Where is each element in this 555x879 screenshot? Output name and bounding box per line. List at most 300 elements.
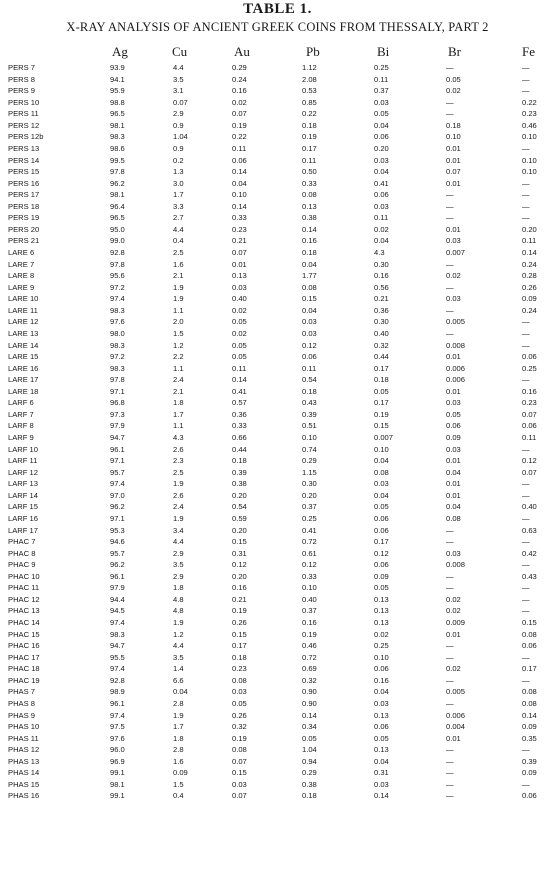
- br-value: 0.006: [446, 710, 466, 720]
- ag-value: 94.7: [110, 641, 125, 651]
- au-value: 0.03: [232, 282, 247, 292]
- cu-value: 1.9: [173, 479, 184, 489]
- cu-value: 0.9: [173, 143, 184, 153]
- fe-value: 0.08: [522, 698, 537, 708]
- ag-value: 98.3: [110, 132, 125, 142]
- table-row: [0, 790, 555, 802]
- pb-value: 0.85: [302, 97, 317, 107]
- ag-value: 97.4: [110, 664, 125, 674]
- table-row: [0, 131, 555, 143]
- cu-value: 0.2: [173, 155, 184, 165]
- au-value: 0.07: [232, 248, 247, 257]
- fe-value: —: [522, 444, 530, 454]
- ag-value: 98.6: [110, 143, 125, 153]
- pb-value: 0.16: [302, 236, 317, 246]
- fe-value: 0.09: [522, 722, 537, 732]
- br-value: —: [446, 768, 454, 778]
- au-value: 0.20: [232, 571, 247, 581]
- pb-value: 0.33: [302, 178, 317, 188]
- table-row: [0, 351, 555, 363]
- au-value: 0.16: [232, 583, 247, 593]
- pb-value: 0.15: [302, 294, 317, 304]
- table-row: [0, 548, 555, 560]
- cu-value: 1.9: [173, 282, 184, 292]
- table-row: [0, 259, 555, 271]
- ag-value: 99.1: [110, 768, 125, 778]
- sample-id: PHAS 12: [8, 745, 40, 755]
- bi-value: 0.18: [374, 375, 389, 385]
- br-value: —: [446, 641, 454, 651]
- bi-value: 0.17: [374, 398, 389, 408]
- pb-value: 0.04: [302, 259, 317, 269]
- ag-value: 97.8: [110, 259, 125, 269]
- sample-id: LARE 6: [8, 248, 35, 257]
- au-value: 0.08: [232, 675, 247, 685]
- cu-value: 3.4: [173, 525, 184, 535]
- pb-value: 0.19: [302, 629, 317, 639]
- br-value: —: [446, 63, 454, 72]
- ag-value: 97.4: [110, 479, 125, 489]
- cu-value: 4.4: [173, 224, 184, 234]
- ag-value: 97.4: [110, 618, 125, 627]
- sample-id: LARE 17: [8, 375, 39, 385]
- sample-id: LARF 11: [8, 456, 38, 466]
- cu-value: 0.4: [173, 236, 184, 246]
- table-row: [0, 166, 555, 178]
- au-value: 0.15: [232, 768, 247, 778]
- fe-value: 0.14: [522, 248, 537, 257]
- bi-value: 0.41: [374, 178, 389, 188]
- ag-value: 96.8: [110, 398, 125, 408]
- table-row: [0, 397, 555, 409]
- bi-value: 0.21: [374, 294, 389, 304]
- table-row: [0, 212, 555, 224]
- bi-value: 0.06: [374, 190, 389, 200]
- pb-value: 0.05: [302, 733, 317, 743]
- pb-value: 0.25: [302, 513, 317, 523]
- au-value: 0.36: [232, 409, 247, 419]
- pb-value: 0.32: [302, 675, 317, 685]
- bi-value: 0.05: [374, 502, 389, 512]
- pb-value: 0.41: [302, 525, 317, 535]
- sample-id: LARF 7: [8, 409, 34, 419]
- table-row: [0, 710, 555, 722]
- fe-value: —: [522, 63, 530, 72]
- au-value: 0.21: [232, 236, 247, 246]
- au-value: 0.03: [232, 687, 247, 697]
- br-value: 0.01: [446, 224, 461, 234]
- bi-value: 0.03: [374, 779, 389, 789]
- br-value: 0.01: [446, 733, 461, 743]
- br-value: 0.03: [446, 294, 461, 304]
- br-value: —: [446, 109, 454, 119]
- au-value: 0.44: [232, 444, 247, 454]
- br-value: —: [446, 652, 454, 662]
- br-value: 0.03: [446, 444, 461, 454]
- ag-value: 97.3: [110, 409, 125, 419]
- table-row: [0, 571, 555, 583]
- cu-value: 1.2: [173, 340, 184, 350]
- fe-value: 0.11: [522, 236, 537, 246]
- table-row: [0, 270, 555, 282]
- pb-value: 0.20: [302, 490, 317, 500]
- sample-id: PHAC 11: [8, 583, 40, 593]
- cu-value: 0.07: [173, 97, 188, 107]
- bi-value: 0.13: [374, 594, 389, 604]
- sample-id: PHAC 9: [8, 560, 36, 570]
- table-row: [0, 478, 555, 490]
- sample-id: PERS 19: [8, 213, 40, 223]
- fe-value: 0.24: [522, 259, 537, 269]
- br-value: —: [446, 571, 454, 581]
- table-row: [0, 652, 555, 664]
- fe-value: 0.17: [522, 664, 537, 674]
- bi-value: 0.04: [374, 456, 389, 466]
- sample-id: PERS 21: [8, 236, 40, 246]
- au-value: 0.01: [232, 259, 247, 269]
- pb-value: 0.43: [302, 398, 317, 408]
- table-row: [0, 224, 555, 236]
- table-row: [0, 744, 555, 756]
- cu-value: 1.1: [173, 421, 184, 431]
- bi-value: 0.04: [374, 756, 389, 766]
- au-value: 0.59: [232, 513, 247, 523]
- ag-value: 97.2: [110, 352, 125, 362]
- table-row: [0, 525, 555, 537]
- bi-value: 0.02: [374, 629, 389, 639]
- br-value: —: [446, 675, 454, 685]
- pb-value: 0.54: [302, 375, 317, 385]
- bi-value: 0.05: [374, 733, 389, 743]
- sample-id: PHAS 8: [8, 698, 36, 708]
- pb-value: 0.18: [302, 791, 317, 801]
- cu-value: 2.6: [173, 444, 184, 454]
- cu-value: 2.0: [173, 317, 184, 327]
- sample-id: PHAC 15: [8, 629, 40, 639]
- br-value: —: [446, 537, 454, 547]
- bi-value: 0.19: [374, 409, 389, 419]
- cu-value: 3.1: [173, 86, 184, 96]
- bi-value: 0.17: [374, 363, 389, 373]
- au-value: 0.38: [232, 479, 247, 489]
- ag-value: 97.9: [110, 583, 125, 593]
- au-value: 0.14: [232, 201, 247, 211]
- fe-value: 0.08: [522, 629, 537, 639]
- sample-id: LARE 12: [8, 317, 39, 327]
- cu-value: 4.8: [173, 594, 184, 604]
- table-row: [0, 62, 555, 74]
- pb-value: 0.18: [302, 248, 317, 257]
- ag-value: 95.3: [110, 525, 125, 535]
- fe-value: 0.11: [522, 433, 537, 442]
- br-value: 0.09: [446, 433, 461, 442]
- table-row: [0, 85, 555, 97]
- br-value: —: [446, 259, 454, 269]
- ag-value: 95.0: [110, 224, 125, 234]
- ag-value: 99.1: [110, 791, 125, 801]
- fe-value: 0.15: [522, 618, 537, 627]
- fe-value: —: [522, 652, 530, 662]
- au-value: 0.16: [232, 86, 247, 96]
- au-value: 0.18: [232, 456, 247, 466]
- pb-value: 0.16: [302, 618, 317, 627]
- sample-id: PERS 16: [8, 178, 40, 188]
- pb-value: 0.72: [302, 537, 317, 547]
- au-value: 0.15: [232, 629, 247, 639]
- bi-value: 0.04: [374, 687, 389, 697]
- table-row: [0, 536, 555, 548]
- br-value: 0.04: [446, 502, 461, 512]
- pb-value: 0.37: [302, 606, 317, 616]
- bi-value: 0.13: [374, 710, 389, 720]
- table-row: [0, 698, 555, 710]
- bi-value: 0.06: [374, 722, 389, 732]
- cu-value: 2.5: [173, 248, 184, 257]
- bi-value: 0.04: [374, 236, 389, 246]
- br-value: —: [446, 97, 454, 107]
- au-value: 0.03: [232, 779, 247, 789]
- ag-value: 97.8: [110, 167, 125, 177]
- au-value: 0.33: [232, 421, 247, 431]
- bi-value: 0.32: [374, 340, 389, 350]
- bi-value: 0.40: [374, 328, 389, 338]
- pb-value: 0.37: [302, 502, 317, 512]
- au-value: 0.41: [232, 386, 247, 396]
- fe-value: —: [522, 479, 530, 489]
- pb-value: 0.46: [302, 641, 317, 651]
- pb-value: 0.18: [302, 120, 317, 130]
- table-row: [0, 605, 555, 617]
- cu-value: 2.1: [173, 386, 184, 396]
- pb-value: 0.53: [302, 86, 317, 96]
- bi-value: 0.14: [374, 791, 389, 801]
- au-value: 0.23: [232, 664, 247, 674]
- ag-value: 98.3: [110, 629, 125, 639]
- cu-value: 4.3: [173, 433, 184, 442]
- sample-id: PHAS 13: [8, 756, 40, 766]
- table-row: [0, 733, 555, 745]
- fe-value: 0.10: [522, 132, 537, 142]
- bi-value: 0.06: [374, 525, 389, 535]
- ag-value: 95.9: [110, 86, 125, 96]
- cu-value: 1.3: [173, 167, 184, 177]
- sample-id: PERS 9: [8, 86, 36, 96]
- br-value: 0.01: [446, 352, 461, 362]
- fe-value: 0.16: [522, 386, 537, 396]
- fe-value: —: [522, 178, 530, 188]
- au-value: 0.31: [232, 548, 247, 558]
- au-value: 0.54: [232, 502, 247, 512]
- au-value: 0.19: [232, 733, 247, 743]
- sample-id: LARF 17: [8, 525, 38, 535]
- br-value: 0.01: [446, 178, 461, 188]
- ag-value: 97.6: [110, 317, 125, 327]
- bi-value: 0.44: [374, 352, 389, 362]
- fe-value: 0.22: [522, 97, 537, 107]
- sample-id: PHAC 19: [8, 675, 40, 685]
- fe-value: 0.43: [522, 571, 537, 581]
- br-value: 0.007: [446, 248, 466, 257]
- au-value: 0.05: [232, 698, 247, 708]
- bi-value: 0.30: [374, 259, 389, 269]
- au-value: 0.02: [232, 305, 247, 315]
- fe-value: 0.35: [522, 733, 537, 743]
- br-value: 0.01: [446, 456, 461, 466]
- ag-value: 94.5: [110, 606, 125, 616]
- br-value: 0.04: [446, 467, 461, 477]
- sample-id: PHAC 14: [8, 618, 40, 627]
- fe-value: 0.09: [522, 768, 537, 778]
- sample-id: PHAC 7: [8, 537, 36, 547]
- sample-id: PHAC 10: [8, 571, 40, 581]
- bi-value: 0.03: [374, 201, 389, 211]
- pb-value: 0.17: [302, 143, 317, 153]
- sample-id: PERS 7: [8, 63, 36, 72]
- table-row: [0, 143, 555, 155]
- bi-value: 0.31: [374, 768, 389, 778]
- pb-value: 0.22: [302, 109, 317, 119]
- cu-value: 2.9: [173, 571, 184, 581]
- cu-value: 2.8: [173, 698, 184, 708]
- fe-value: —: [522, 213, 530, 223]
- table-row: [0, 756, 555, 768]
- br-value: 0.01: [446, 386, 461, 396]
- table-row: [0, 328, 555, 340]
- br-value: 0.03: [446, 548, 461, 558]
- fe-value: 0.14: [522, 710, 537, 720]
- ag-value: 98.3: [110, 305, 125, 315]
- table-row: [0, 74, 555, 86]
- sample-id: PHAS 14: [8, 768, 40, 778]
- sample-id: PERS 17: [8, 190, 40, 200]
- ag-value: 99.0: [110, 236, 125, 246]
- au-value: 0.18: [232, 652, 247, 662]
- br-value: 0.02: [446, 606, 461, 616]
- cu-value: 4.4: [173, 641, 184, 651]
- sample-id: PHAC 13: [8, 606, 40, 616]
- ag-value: 96.2: [110, 502, 125, 512]
- sample-id: LARF 13: [8, 479, 38, 489]
- cu-value: 1.8: [173, 733, 184, 743]
- fe-value: 0.06: [522, 641, 537, 651]
- cu-value: 3.5: [173, 560, 184, 570]
- table-title: TABLE 1.: [243, 1, 312, 17]
- fe-value: 0.40: [522, 502, 537, 512]
- pb-value: 1.77: [302, 271, 317, 281]
- ag-value: 99.5: [110, 155, 125, 165]
- br-value: 0.10: [446, 132, 461, 142]
- pb-value: 0.14: [302, 710, 317, 720]
- au-value: 0.23: [232, 224, 247, 234]
- fe-value: —: [522, 340, 530, 350]
- br-value: 0.05: [446, 74, 461, 84]
- cu-value: 1.8: [173, 398, 184, 408]
- table-row: [0, 779, 555, 791]
- bi-value: 0.03: [374, 97, 389, 107]
- au-value: 0.17: [232, 641, 247, 651]
- ag-value: 97.6: [110, 733, 125, 743]
- au-value: 0.02: [232, 97, 247, 107]
- ag-value: 98.1: [110, 190, 125, 200]
- au-value: 0.11: [232, 363, 247, 373]
- pb-value: 0.12: [302, 560, 317, 570]
- fe-value: —: [522, 537, 530, 547]
- pb-value: 0.40: [302, 594, 317, 604]
- cu-value: 2.4: [173, 502, 184, 512]
- cu-value: 0.09: [173, 768, 188, 778]
- fe-value: —: [522, 328, 530, 338]
- fe-value: 0.10: [522, 155, 537, 165]
- br-value: 0.008: [446, 340, 466, 350]
- pb-value: 1.15: [302, 467, 317, 477]
- bi-value: 0.03: [374, 479, 389, 489]
- fe-value: —: [522, 745, 530, 755]
- table-subtitle: X-RAY ANALYSIS OF ANCIENT GREEK COINS FROM THESSALY, PART 2: [66, 20, 489, 34]
- ag-value: 94.4: [110, 594, 125, 604]
- cu-value: 1.6: [173, 756, 184, 766]
- table-row: [0, 247, 555, 259]
- ag-value: 97.1: [110, 513, 125, 523]
- br-value: 0.02: [446, 664, 461, 674]
- pb-value: 2.08: [302, 74, 317, 84]
- col-header-pb: Pb: [306, 44, 320, 59]
- fe-value: —: [522, 606, 530, 616]
- sample-id: PERS 12b: [8, 132, 44, 142]
- sample-id: LARE 13: [8, 328, 39, 338]
- fe-value: 0.46: [522, 120, 537, 130]
- br-value: 0.01: [446, 479, 461, 489]
- cu-value: 2.5: [173, 467, 184, 477]
- au-value: 0.10: [232, 190, 247, 200]
- bi-value: 0.06: [374, 132, 389, 142]
- pb-value: 0.04: [302, 305, 317, 315]
- cu-value: 1.5: [173, 328, 184, 338]
- pb-value: 0.18: [302, 386, 317, 396]
- ag-value: 95.7: [110, 467, 125, 477]
- table-row: [0, 374, 555, 386]
- pb-value: 0.19: [302, 132, 317, 142]
- pb-value: 1.04: [302, 745, 317, 755]
- bi-value: 0.25: [374, 641, 389, 651]
- sample-id: PHAC 12: [8, 594, 40, 604]
- ag-value: 98.3: [110, 363, 125, 373]
- table-row: [0, 501, 555, 513]
- pb-value: 0.69: [302, 664, 317, 674]
- bi-value: 0.15: [374, 421, 389, 431]
- ag-value: 95.6: [110, 271, 125, 281]
- cu-value: 2.7: [173, 213, 184, 223]
- sample-id: PHAS 16: [8, 791, 40, 801]
- fe-value: 0.06: [522, 421, 537, 431]
- au-value: 0.19: [232, 606, 247, 616]
- bi-value: 0.02: [374, 224, 389, 234]
- table-row: [0, 316, 555, 328]
- bi-value: 0.05: [374, 386, 389, 396]
- cu-value: 1.7: [173, 409, 184, 419]
- ag-value: 97.5: [110, 722, 125, 732]
- sample-id: LARE 18: [8, 386, 39, 396]
- bi-value: 0.13: [374, 745, 389, 755]
- bi-value: 0.10: [374, 652, 389, 662]
- bi-value: 0.05: [374, 109, 389, 119]
- sample-id: PHAC 17: [8, 652, 40, 662]
- br-value: 0.01: [446, 490, 461, 500]
- fe-value: 0.12: [522, 456, 537, 466]
- br-value: 0.08: [446, 513, 461, 523]
- table-row: [0, 409, 555, 421]
- cu-value: 3.3: [173, 201, 184, 211]
- au-value: 0.05: [232, 340, 247, 350]
